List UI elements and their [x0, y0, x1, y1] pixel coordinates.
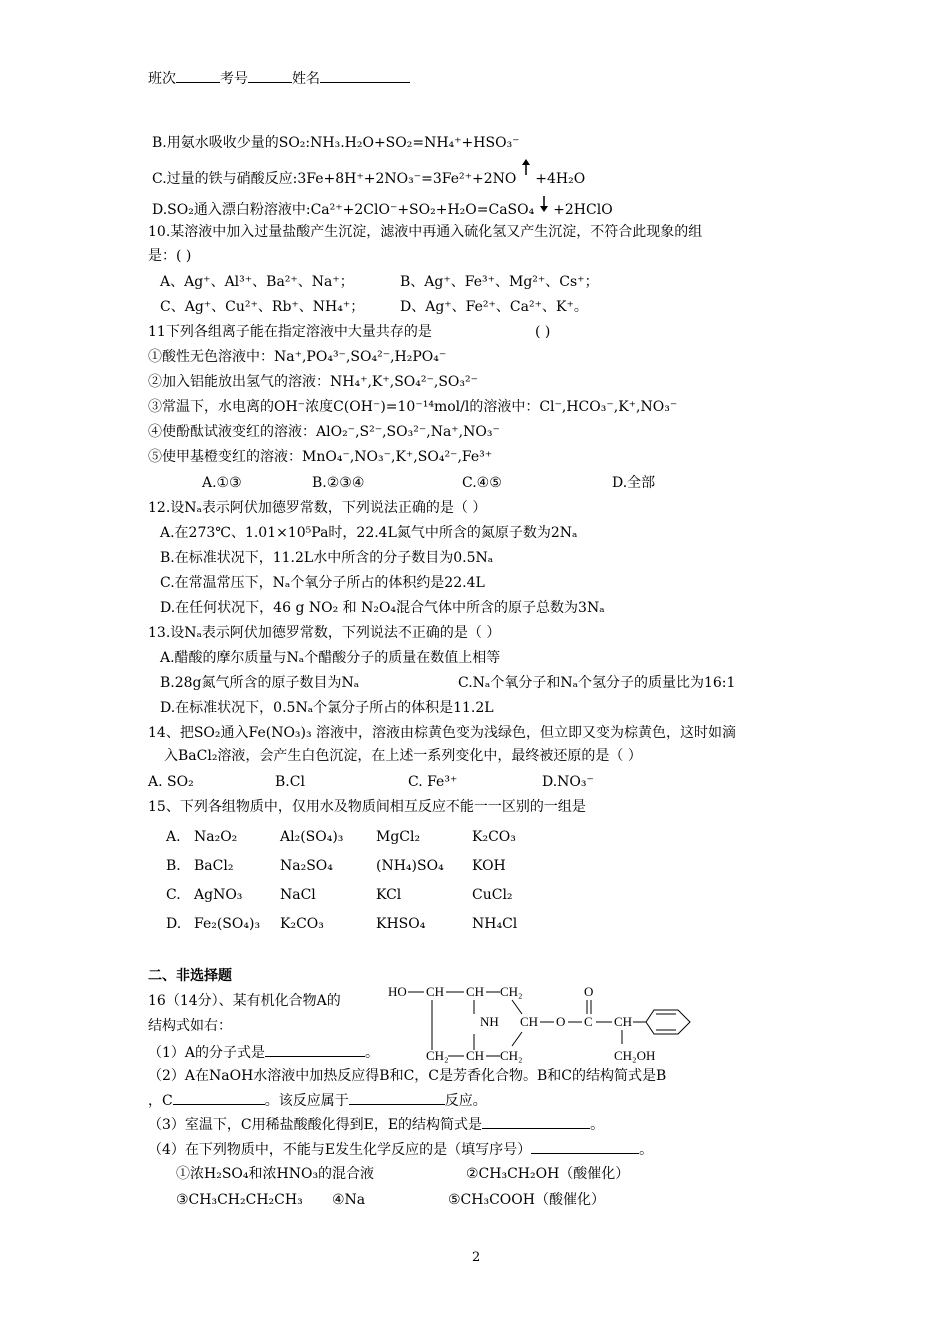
q9-option-d: [152, 198, 613, 220]
q16-option-4: ④Na: [332, 1192, 366, 1208]
q16-part-2b-mid: 。该反应属于: [264, 1093, 349, 1109]
q15-cell: K₂CO₃: [472, 829, 516, 845]
q15-cell: C.: [166, 887, 181, 903]
q16-option-1: ①浓H₂SO₄和浓HNO₃的混合液: [176, 1166, 375, 1182]
gas-up-arrow-icon: [521, 159, 531, 181]
q15-cell: NH₄Cl: [472, 916, 518, 932]
q12-option-d: D.在任何状况下，46 g NO₂ 和 N₂O₄混合气体中所含的原子总数为3Nₐ: [160, 600, 605, 616]
q15-cell: D.: [166, 916, 182, 932]
q16-part-3: [148, 1114, 604, 1135]
q15-cell: A.: [166, 829, 181, 845]
q11-item-2: ②加入铝能放出氢气的溶液：NH₄⁺,K⁺,SO₄²⁻,SO₃²⁻: [148, 374, 479, 390]
header: [148, 68, 410, 89]
q11-stem: [148, 322, 432, 342]
name-label: 姓名: [292, 71, 320, 87]
q15-stem: 15、下列各组物质中，仅用水及物质间相互反应不能一一区别的一组是: [148, 799, 586, 815]
q16-part-3-end: 。: [590, 1117, 605, 1133]
q15-row: [166, 827, 516, 847]
q16-part-1-text: （1）A的分子式是: [148, 1045, 266, 1061]
q10-option-a: A、Ag⁺、Al³⁺、Ba²⁺、Na⁺；: [160, 274, 354, 290]
q16-part-4-end: 。: [639, 1142, 654, 1158]
q16-part-2b: [148, 1090, 487, 1111]
q13-option-d: D.在标准状况下，0.5Nₐ个氯分子所占的体积是11.2L: [160, 700, 494, 716]
atom-ch2-top: CH₂: [500, 984, 523, 999]
q15-row: [166, 885, 513, 905]
q15-cell: (NH₄)SO₄: [376, 858, 444, 874]
q14-stem-1: 14、把SO₂通入Fe(NO₃)₃ 溶液中，溶液由棕黄色变为浅绿色，但立即又变为棕黄色，这时如滴: [148, 725, 737, 741]
q15-row: [166, 914, 517, 934]
q14-option-c: C. Fe³⁺: [408, 774, 458, 790]
name-blank[interactable]: [320, 68, 410, 83]
q16-answer-2c[interactable]: [173, 1090, 265, 1105]
q16-part-2a: （2）A在NaOH水溶液中加热反应得B和C，C是芳香化合物。B和C的结构简式是B: [148, 1068, 667, 1084]
atom-ch2-bottom-left: CH₂: [426, 1048, 449, 1063]
q14-option-a: A. SO₂: [148, 774, 194, 790]
q15-row: [166, 856, 506, 876]
q11-item-1: ①酸性无色溶液中：Na⁺,PO₄³⁻,SO₄²⁻,H₂PO₄⁻: [148, 349, 447, 365]
q15-cell: Al₂(SO₄)₃: [280, 829, 344, 845]
q11-option-d: D.全部: [612, 475, 656, 491]
q16-part-3-text: （3）室温下，C用稀盐酸酸化得到E，E的结构简式是: [148, 1117, 483, 1133]
q15-cell: AgNO₃: [194, 887, 243, 903]
section-title: 二、非选择题: [148, 968, 232, 984]
q12-option-a: A.在273℃、1.01×10⁵Pa时，22.4L氮气中所含的氮原子数为2Nₐ: [160, 525, 578, 541]
atom-ho: HO: [388, 984, 407, 999]
page-number: 2: [472, 1250, 481, 1265]
atom-ch-alpha: CH: [614, 1014, 633, 1029]
q10-stem-2: 是：( ): [148, 248, 192, 264]
q10-option-c: C、Ag⁺、Cu²⁺、Rb⁺、NH₄⁺；: [160, 299, 365, 315]
structural-formula: [388, 980, 698, 1070]
q16-part-4-text: （4）在下列物质中，不能与E发生化学反应的是（填写序号）: [148, 1142, 532, 1158]
q10-option-d: D、Ag⁺、Fe²⁺、Ca²⁺、K⁺。: [400, 299, 588, 315]
q9-option-d-tail: +2HClO: [553, 202, 613, 218]
q16-option-3: ③CH₃CH₂CH₂CH₃: [176, 1192, 303, 1208]
atom-o-double: O: [584, 984, 594, 999]
q16-answer-4[interactable]: [531, 1139, 639, 1154]
q15-cell: NaCl: [280, 887, 316, 903]
q9-option-c: [152, 167, 585, 189]
atom-c-carbonyl: C: [584, 1014, 593, 1029]
q16-stem-2: 结构式如右：: [148, 1018, 232, 1034]
q15-cell: BaCl₂: [194, 858, 234, 874]
q15-cell: B.: [166, 858, 181, 874]
precipitate-down-arrow-icon: [539, 196, 549, 218]
q12-option-b: B.在标准状况下，11.2L水中所含的分子数目为0.5Nₐ: [160, 550, 494, 566]
q16-answer-2type[interactable]: [349, 1090, 445, 1105]
q9-option-c-text: C.过量的铁与硝酸反应:3Fe+8H⁺+2NO₃⁻=3Fe²⁺+2NO: [152, 171, 517, 187]
atom-ch-top-2: CH: [466, 984, 485, 999]
q14-option-b: B.Cl: [275, 774, 305, 790]
q15-cell: Na₂SO₄: [280, 858, 333, 874]
q12-stem: 12.设Nₐ表示阿伏加德罗常数，下列说法正确的是（ ）: [148, 500, 487, 516]
q13-option-c: C.Nₐ个氧分子和Nₐ个氢分子的质量比为16:1: [458, 675, 736, 691]
q15-cell: Na₂O₂: [194, 829, 238, 845]
atom-ch-bridge: CH: [520, 1014, 539, 1029]
q15-cell: Fe₂(SO₄)₃: [194, 916, 261, 932]
q11-option-a: A.①③: [202, 475, 242, 491]
q15-cell: K₂CO₃: [280, 916, 324, 932]
q15-cell: KCl: [376, 887, 402, 903]
q14-option-d: D.NO₃⁻: [542, 774, 594, 790]
q11-item-5: ⑤使甲基橙变红的溶液：MnO₄⁻,NO₃⁻,K⁺,SO₄²⁻,Fe³⁺: [148, 449, 493, 465]
q16-part-2b-end: 反应。: [444, 1093, 487, 1109]
q16-answer-3[interactable]: [482, 1114, 590, 1129]
q16-option-2: ②CH₃CH₂OH（酸催化）: [466, 1166, 630, 1182]
class-blank[interactable]: [176, 68, 220, 83]
exam-no-blank[interactable]: [248, 68, 292, 83]
q11-item-3: ③常温下，水电离的OH⁻浓度C(OH⁻)=10⁻¹⁴mol/l的溶液中：Cl⁻,HCO₃⁻,K⁺,NO₃⁻: [148, 399, 678, 415]
atom-ch2-bottom-right: CH₂: [500, 1048, 523, 1063]
exam-no-label: 考号: [220, 71, 248, 87]
q16-part-2b-text: ，C: [148, 1093, 173, 1109]
q14-stem-2: 入BaCl₂溶液，会产生白色沉淀，在上述一系列变化中，最终被还原的是（ ）: [164, 748, 642, 764]
class-label: 班次: [148, 71, 176, 87]
q16-stem-1: 16（14分）、某有机化合物A的: [148, 993, 341, 1009]
atom-ch-top: CH: [426, 984, 445, 999]
q16-option-5: ⑤CH₃COOH（酸催化）: [448, 1192, 605, 1208]
q16-part-4: [148, 1139, 653, 1160]
q13-option-a: A.醋酸的摩尔质量与Nₐ个醋酸分子的质量在数值上相等: [160, 650, 501, 666]
q13-option-b: B.28g氮气所含的原子数目为Nₐ: [160, 675, 360, 691]
q13-stem: 13.设Nₐ表示阿伏加德罗常数，下列说法不正确的是（ ）: [148, 625, 501, 641]
q9-option-b: B.用氨水吸收少量的SO₂:NH₃.H₂O+SO₂=NH₄⁺+HSO₃⁻: [152, 135, 520, 151]
q11-option-c: C.④⑤: [462, 475, 502, 491]
q11-answer-paren: ( ): [535, 324, 551, 340]
q9-option-d-text: D.SO₂通入漂白粉溶液中:Ca²⁺+2ClO⁻+SO₂+H₂O=CaSO₄: [152, 202, 535, 218]
q11-option-b: B.②③④: [312, 475, 365, 491]
atom-o-ester: O: [556, 1014, 566, 1029]
q15-cell: CuCl₂: [472, 887, 513, 903]
atom-nh: NH: [480, 1014, 499, 1029]
q15-cell: MgCl₂: [376, 829, 421, 845]
q16-part-1-end: 。: [365, 1045, 380, 1061]
atom-ch-bottom: CH: [466, 1048, 485, 1063]
q11-item-4: ④使酚酞试液变红的溶液：AlO₂⁻,S²⁻,SO₃²⁻,Na⁺,NO₃⁻: [148, 424, 500, 440]
q16-part-1: [148, 1042, 379, 1063]
q15-cell: KHSO₄: [376, 916, 426, 932]
atom-ch2oh: CH₂OH: [614, 1048, 656, 1063]
q12-option-c: C.在常温常压下，Nₐ个氧分子所占的体积约是22.4L: [160, 575, 485, 591]
q9-option-c-tail: +4H₂O: [535, 171, 586, 187]
q11-stem-text: 11下列各组离子能在指定溶液中大量共存的是: [148, 324, 432, 340]
q15-cell: KOH: [472, 858, 506, 874]
q10-option-b: B、Ag⁺、Fe³⁺、Mg²⁺、Cs⁺；: [400, 274, 599, 290]
q16-answer-1[interactable]: [265, 1042, 365, 1057]
q10-stem-1: 10.某溶液中加入过量盐酸产生沉淀，滤液中再通入硫化氢又产生沉淀，不符合此现象的组: [148, 224, 703, 240]
